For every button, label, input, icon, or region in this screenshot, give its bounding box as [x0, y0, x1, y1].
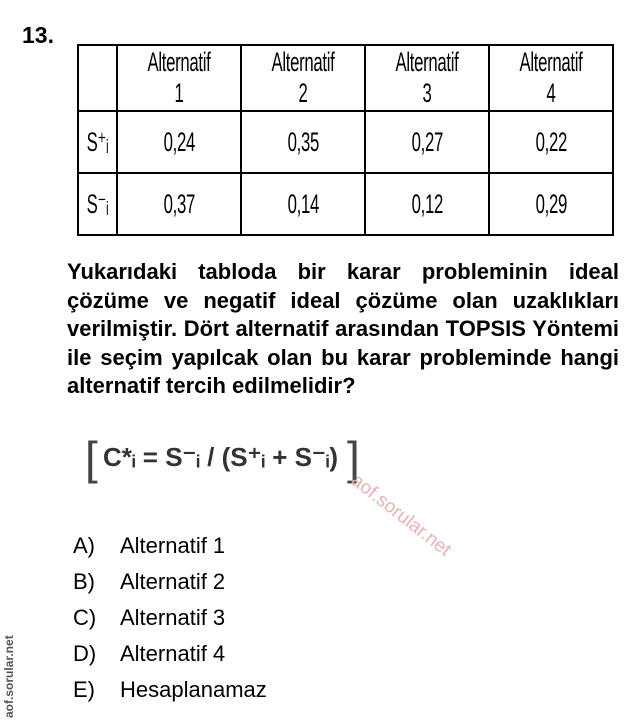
option-text: Hesaplanamaz [120, 677, 267, 702]
table-row [78, 173, 613, 235]
option-a[interactable] [73, 530, 267, 566]
row-label: S⁻ᵢ [78, 173, 117, 235]
table-cell: 0,29 [489, 173, 613, 235]
table-header-cell: Alternatif 3 [365, 45, 489, 111]
table-cell: 0,37 [117, 173, 241, 235]
question-number: 13. [22, 22, 54, 48]
table-cell: 0,27 [365, 111, 489, 173]
side-watermark: aof.sorular.net [2, 635, 16, 718]
answer-options [73, 530, 267, 710]
option-letter: C) [73, 605, 97, 630]
option-b[interactable] [73, 566, 267, 602]
option-d[interactable] [73, 638, 267, 674]
topsis-formula [85, 432, 365, 484]
table-header-row [78, 45, 613, 111]
left-bracket-icon: [ [85, 432, 98, 484]
table-row [78, 111, 613, 173]
table-header-cell: Alternatif 2 [241, 45, 365, 111]
right-bracket-icon: ] [347, 432, 360, 484]
watermark: aof.sorular.net [347, 470, 455, 561]
option-text: Alternatif 2 [120, 569, 226, 594]
option-text: Alternatif 3 [120, 605, 226, 630]
option-letter: D) [73, 641, 97, 666]
table-cell: 0,24 [117, 111, 241, 173]
table-cell: 0,14 [241, 173, 365, 235]
option-letter: B) [73, 569, 95, 594]
option-e[interactable] [73, 674, 267, 710]
table-cell: 0,35 [241, 111, 365, 173]
formula-text: C*ᵢ = S⁻ᵢ / (S⁺ᵢ + S⁻ᵢ) [103, 442, 339, 472]
distance-table [77, 44, 614, 236]
row-label: S⁺ᵢ [78, 111, 117, 173]
table-header-cell [78, 45, 117, 111]
option-c[interactable] [73, 602, 267, 638]
table-cell: 0,12 [365, 173, 489, 235]
option-text: Alternatif 4 [120, 641, 226, 666]
table-header-cell: Alternatif 1 [117, 45, 241, 111]
question-stem: Yukarıdaki tabloda bir karar probleminin ideal çözüme ve negatif ideal çözüme olan uzaklıkları verilmiştir. Dört alternatif arasından TOPSIS Yöntemi ile seçim yapılcak olan bu karar probleminde hangi alternatif tercih edilmelidir? [67, 259, 619, 398]
table-header-cell: Alternatif 4 [489, 45, 613, 111]
option-letter: E) [73, 677, 95, 702]
table-cell: 0,22 [489, 111, 613, 173]
option-letter: A) [73, 533, 95, 558]
option-text: Alternatif 1 [120, 533, 226, 558]
